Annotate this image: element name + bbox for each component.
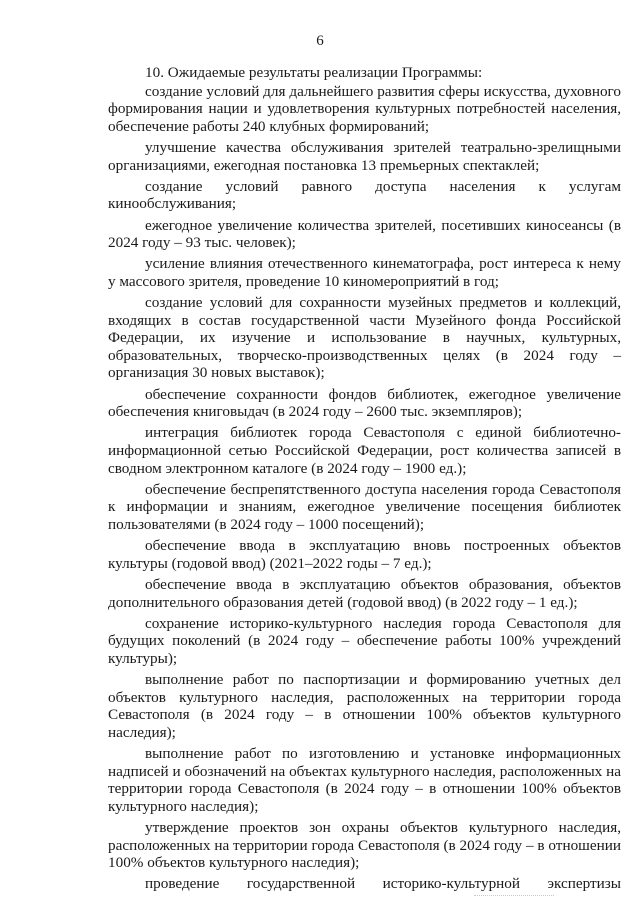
result-item: выполнение работ по паспортизации и формированию учетных дел объектов культурного наследия, расположенных на территории города Севастополя (в 2024 году – в отношении 100% объектов культурного наследия); xyxy=(108,671,621,741)
result-item: выполнение работ по изготовлению и установке информационных надписей и обозначений на объектах культурного наследия, расположенных на территории города Севастополя (в 2024 году – в отношении 100% объектов культурного наследия); xyxy=(108,745,621,815)
result-item: создание условий для дальнейшего развития сферы искусства, духовного формирования нации и удовлетворения культурных потребностей населения, обеспечение работы 240 клубных формирований; xyxy=(108,82,621,135)
footer-divider xyxy=(474,895,554,897)
result-item: сохранение историко-культурного наследия города Севастополя для будущих поколений (в 2024 году – обеспечение работы 100% учреждений культуры); xyxy=(108,614,621,667)
result-item: ежегодное увеличение количества зрителей, посетивших киносеансы (в 2024 году – 93 тыс. человек); xyxy=(108,216,621,252)
result-item: обеспечение ввода в эксплуатацию вновь построенных объектов культуры (годовой ввод) (2021–2022 годы – 7 ед.); xyxy=(108,537,621,572)
result-item: обеспечение ввода в эксплуатацию объектов образования, объектов дополнительного образования детей (годовой ввод) (в 2022 году – 1 ед.); xyxy=(108,575,621,611)
result-item: утверждение проектов зон охраны объектов культурного наследия, расположенных на территории города Севастополя (в 2024 году – в отношении 100% объектов культурного наследия); xyxy=(108,819,621,872)
document-body xyxy=(108,64,621,897)
result-item: обеспечение беспрепятственного доступа населения города Севастополя к информации и знаниям, ежегодное увеличение посещения библиотек пользователями (в 2024 году – 1000 посещений); xyxy=(108,480,621,533)
section-heading: 10. Ожидаемые результаты реализации Программы: xyxy=(145,64,483,81)
result-item: проведение государственной историко-культурной экспертизы xyxy=(145,875,621,893)
result-item: создание условий равного доступа населения к услугам кинообслуживания; xyxy=(108,177,621,213)
result-item: интеграция библиотек города Севастополя с единой библиотечно-информационной сетью Российской Федерации, рост количества записей в сводном электронном каталоге (в 2024 году – 1900 ед.); xyxy=(108,424,621,477)
result-item: усиление влияния отечественного кинематографа, рост интереса к нему у массового зрителя, проведение 10 киномероприятий в год; xyxy=(108,255,621,290)
result-item: улучшение качества обслуживания зрителей театрально-зрелищными организациями, ежегодная постановка 13 премьерных спектаклей; xyxy=(108,138,621,174)
result-item: обеспечение сохранности фондов библиотек, ежегодное увеличение обеспечения книговыдач (в 2024 году – 2600 тыс. экземпляров); xyxy=(108,385,621,421)
result-item: создание условий для сохранности музейных предметов и коллекций, входящих в состав государственной части Музейного фонда Российской Федерации, их изучение и использование в научных, культурных, образовательных, творческо-производственных целях (в 2024 году – организация 30 новых выставок); xyxy=(108,294,621,382)
page-number: 6 xyxy=(316,33,324,49)
